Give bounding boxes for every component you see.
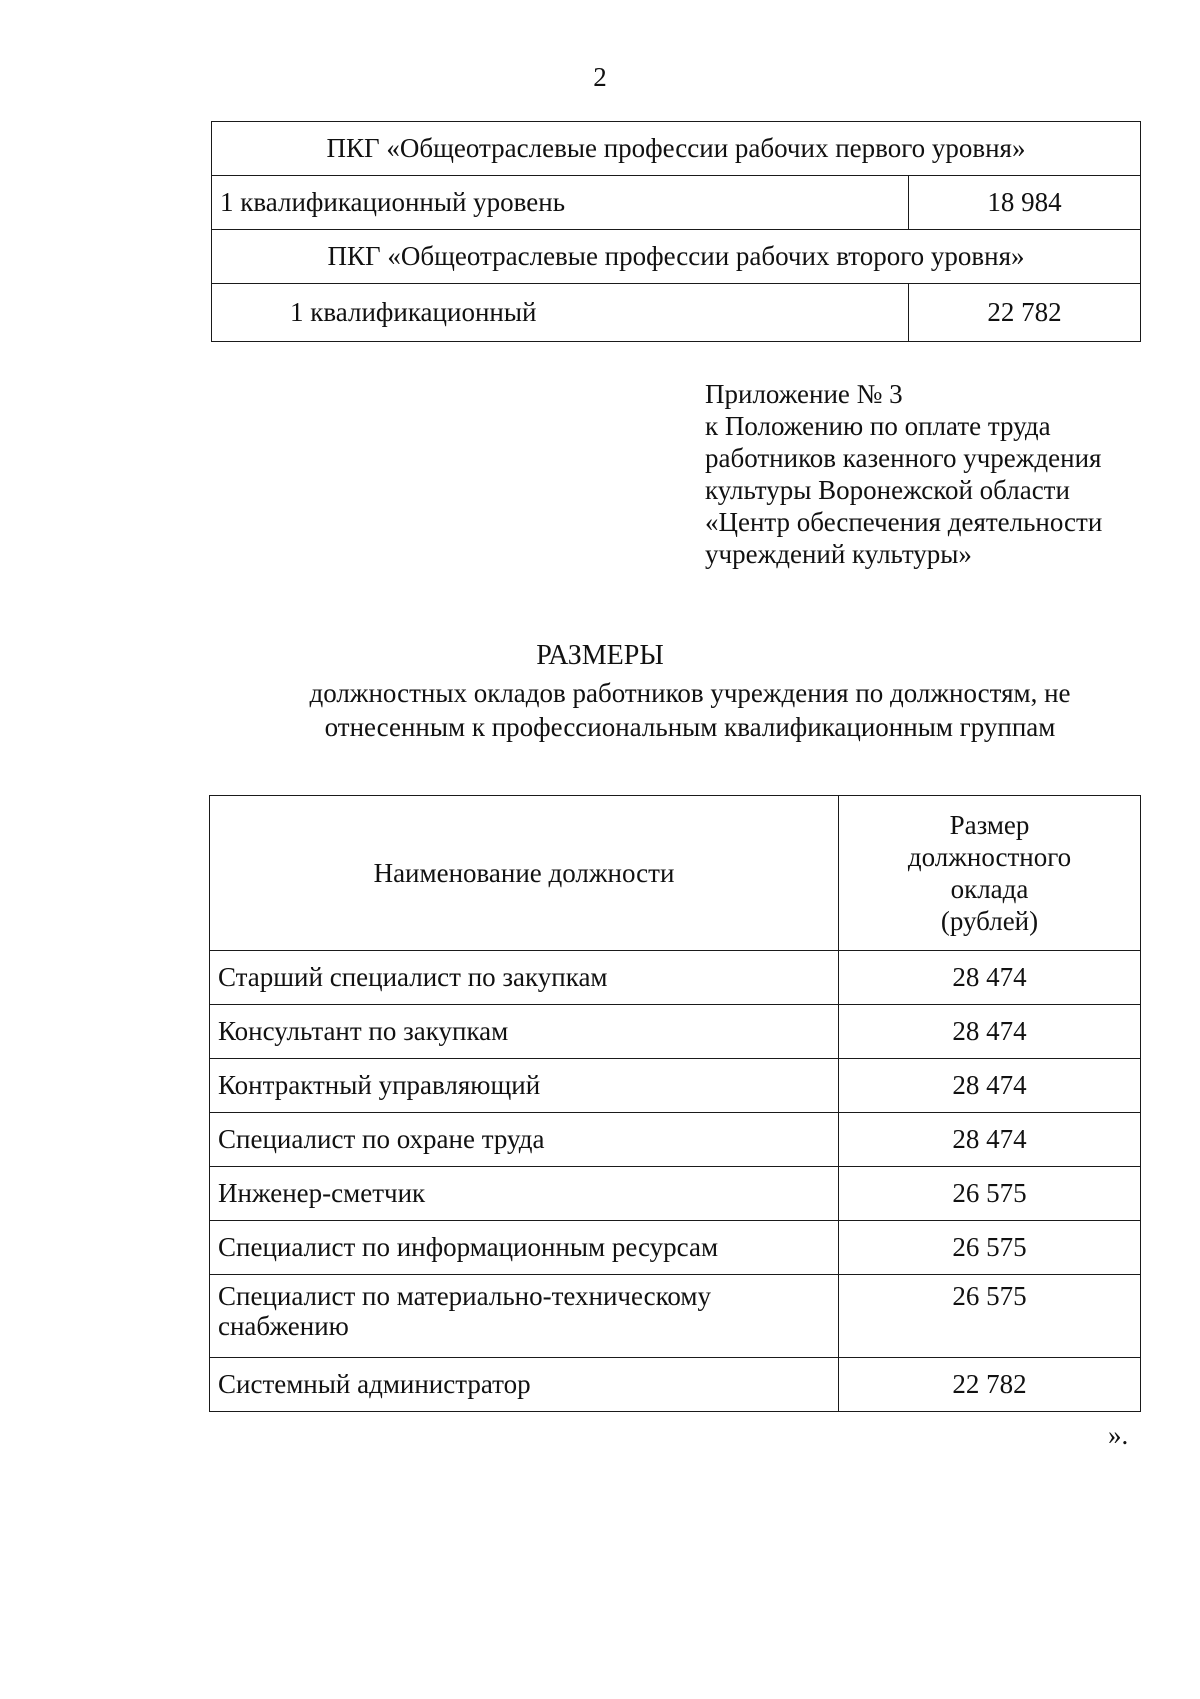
closing-quote-mark: ». bbox=[1108, 1420, 1129, 1450]
page-number: 2 bbox=[593, 62, 607, 92]
table-row bbox=[212, 284, 1141, 342]
table-row bbox=[212, 230, 1141, 284]
table-row bbox=[210, 1358, 1141, 1412]
salary-value: 26 575 bbox=[839, 1221, 1141, 1275]
header-line: Размер bbox=[949, 810, 1030, 840]
position-name: Контрактный управляющий bbox=[210, 1059, 839, 1113]
table-row bbox=[210, 1221, 1141, 1275]
appendix-line: культуры Воронежской области bbox=[705, 475, 1070, 505]
table-row bbox=[212, 122, 1141, 176]
document-title: РАЗМЕРЫ bbox=[536, 640, 664, 671]
position-salary-table bbox=[209, 795, 1141, 1412]
appendix-line: Приложение № 3 bbox=[705, 379, 903, 409]
header-position-name: Наименование должности bbox=[210, 796, 839, 951]
table-row bbox=[212, 176, 1141, 230]
appendix-line: учреждений культуры» bbox=[705, 539, 972, 569]
header-line: должностного bbox=[907, 842, 1072, 872]
appendix-line: работников казенного учреждения bbox=[705, 443, 1102, 473]
salary-value: 26 575 bbox=[839, 1275, 1141, 1358]
salary-value: 28 474 bbox=[839, 1113, 1141, 1167]
position-name: Специалист по информационным ресурсам bbox=[210, 1221, 839, 1275]
appendix-line: к Положению по оплате труда bbox=[705, 411, 1051, 441]
position-name bbox=[210, 1275, 839, 1358]
salary-value: 22 782 bbox=[909, 284, 1141, 342]
header-line: оклада bbox=[950, 874, 1029, 904]
salary-value: 28 474 bbox=[839, 1005, 1141, 1059]
table-row bbox=[210, 1005, 1141, 1059]
position-name: Старший специалист по закупкам bbox=[210, 951, 839, 1005]
table-row bbox=[210, 1059, 1141, 1113]
table-header-row bbox=[210, 796, 1141, 951]
subtitle-line: должностных окладов работников учреждения по должностям, не bbox=[309, 678, 1071, 708]
pkg-salary-table bbox=[211, 121, 1141, 342]
salary-value: 26 575 bbox=[839, 1167, 1141, 1221]
position-name-line: снабжению bbox=[218, 1311, 349, 1341]
appendix-reference bbox=[705, 378, 1102, 570]
table-row bbox=[210, 1167, 1141, 1221]
position-name-line: Специалист по материально-техническому bbox=[218, 1281, 711, 1311]
salary-value: 22 782 bbox=[839, 1358, 1141, 1412]
position-name: Консультант по закупкам bbox=[210, 1005, 839, 1059]
qualification-level-label: 1 квалификационный bbox=[212, 284, 909, 342]
header-salary-size bbox=[839, 796, 1141, 951]
position-name: Специалист по охране труда bbox=[210, 1113, 839, 1167]
position-name: Системный администратор bbox=[210, 1358, 839, 1412]
header-line: (рублей) bbox=[940, 906, 1039, 936]
salary-value: 28 474 bbox=[839, 951, 1141, 1005]
salary-value: 18 984 bbox=[909, 176, 1141, 230]
qualification-level-label: 1 квалификационный уровень bbox=[212, 176, 909, 230]
table-row bbox=[210, 1275, 1141, 1358]
appendix-line: «Центр обеспечения деятельности bbox=[705, 507, 1103, 537]
table-row bbox=[210, 951, 1141, 1005]
pkg-group-title: ПКГ «Общеотраслевые профессии рабочих второго уровня» bbox=[212, 230, 1141, 284]
salary-value: 28 474 bbox=[839, 1059, 1141, 1113]
document-subtitle bbox=[240, 676, 1140, 744]
position-name: Инженер-сметчик bbox=[210, 1167, 839, 1221]
subtitle-line: отнесенным к профессиональным квалификационным группам bbox=[324, 712, 1056, 742]
table-row bbox=[210, 1113, 1141, 1167]
pkg-group-title: ПКГ «Общеотраслевые профессии рабочих первого уровня» bbox=[212, 122, 1141, 176]
